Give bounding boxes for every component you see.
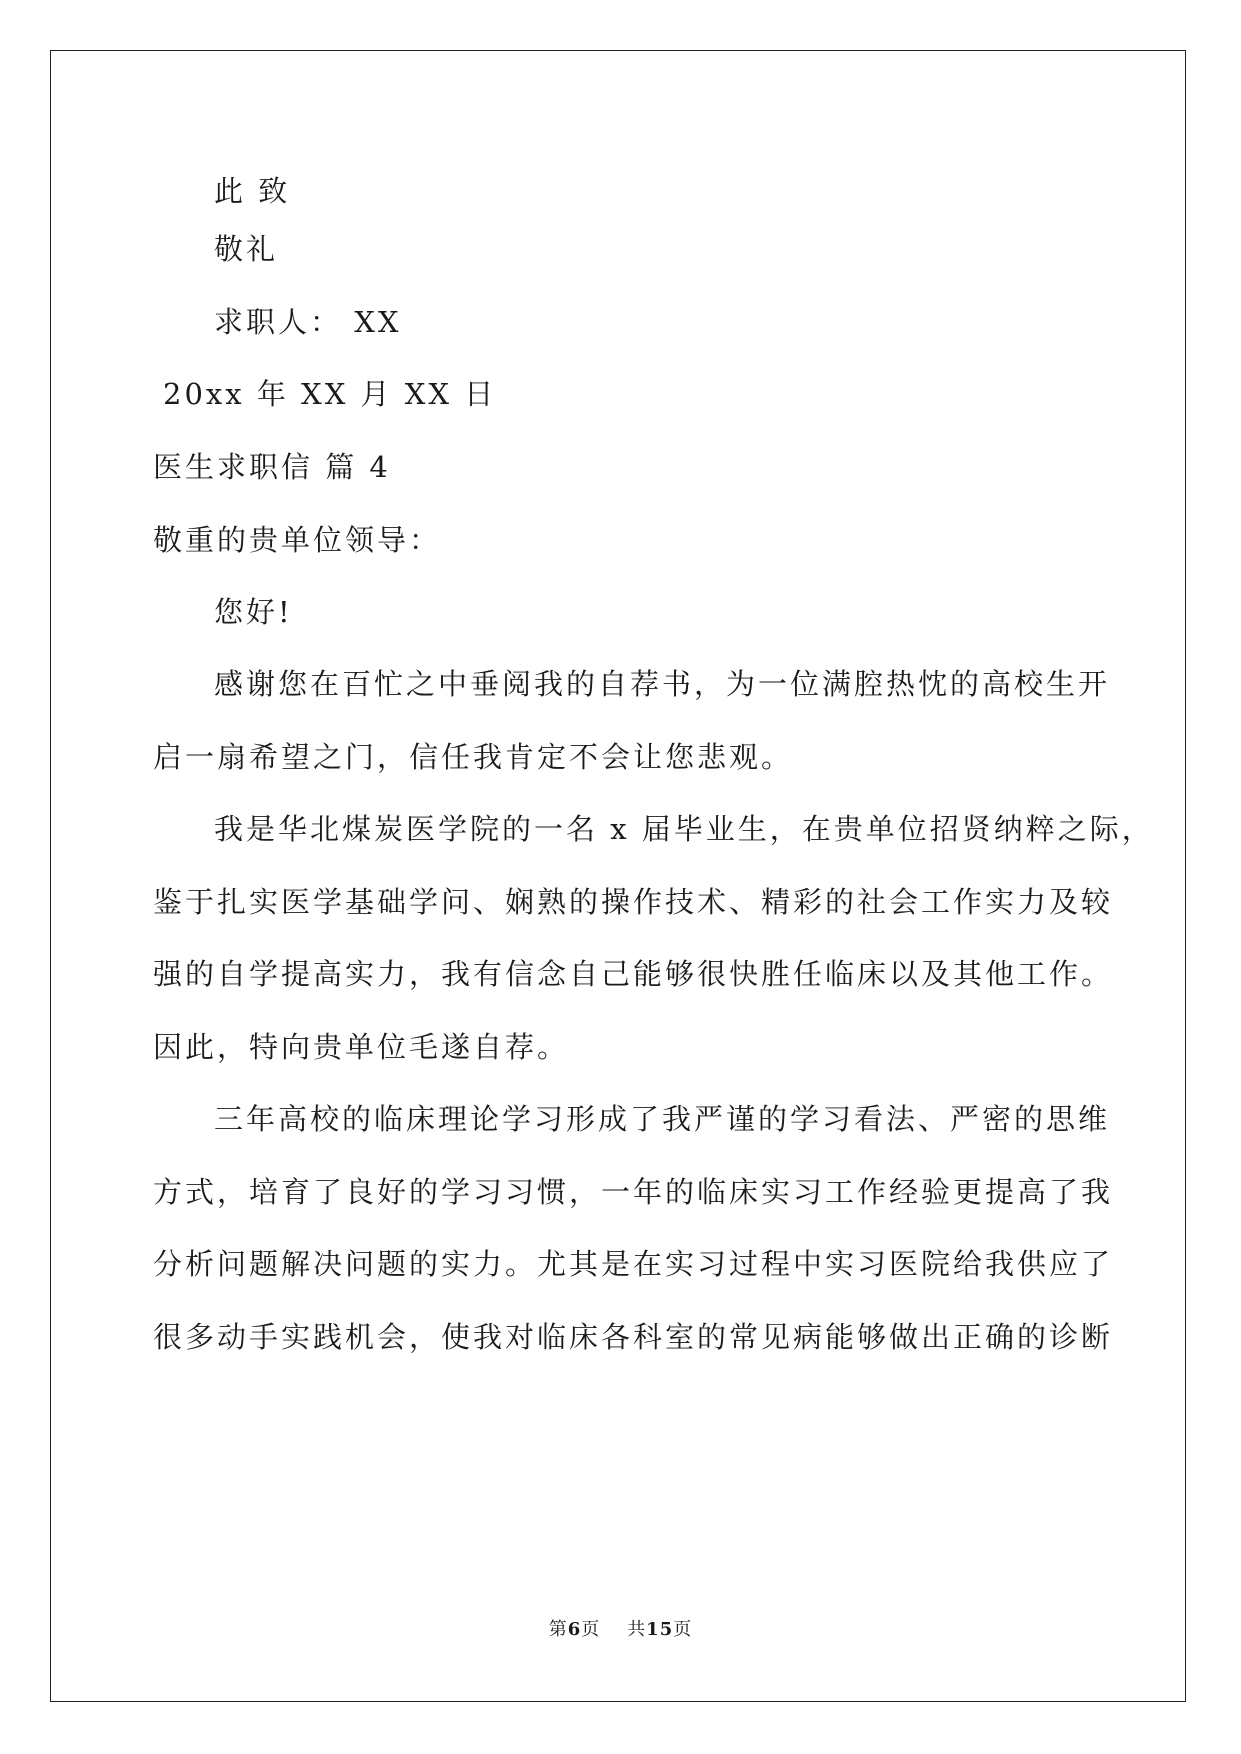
section-title: 医生求职信 篇 4 — [153, 450, 391, 484]
page-border — [50, 50, 1186, 1702]
letter-date: 20xx 年 XX 月 XX 日 — [163, 377, 497, 411]
paragraph-line: 分析问题解决问题的实力。尤其是在实习过程中实习医院给我供应了 — [153, 1247, 1114, 1281]
addressee: 敬重的贵单位领导： — [153, 523, 442, 557]
applicant-signature: 求职人： XX — [214, 305, 402, 339]
paragraph-line: 感谢您在百忙之中垂阅我的自荐书，为一位满腔热忱的高校生开 — [214, 667, 1111, 701]
paragraph-line: 因此，特向贵单位毛遂自荐。 — [153, 1030, 570, 1064]
paragraph-line: 三年高校的临床理论学习形成了我严谨的学习看法、严密的思维 — [214, 1102, 1111, 1136]
paragraph-line: 启一扇希望之门，信任我肯定不会让您悲观。 — [153, 740, 794, 774]
paragraph-line: 鉴于扎实医学基础学问、娴熟的操作技术、精彩的社会工作实力及较 — [153, 885, 1114, 919]
paragraph-line: 我是华北煤炭医学院的一名 x 届毕业生，在贵单位招贤纳粹之际， — [214, 812, 1154, 846]
footer-middle: 页 共 — [581, 1619, 647, 1640]
closing-salutation: 此 致 — [214, 174, 291, 208]
page-footer — [0, 1618, 1241, 1642]
closing-regards: 敬礼 — [214, 232, 279, 266]
footer-prefix: 第 — [548, 1619, 568, 1640]
greeting: 您好! — [214, 595, 293, 629]
total-pages-number: 15 — [646, 1619, 674, 1640]
paragraph-line: 很多动手实践机会，使我对临床各科室的常见病能够做出正确的诊断 — [153, 1320, 1114, 1354]
footer-suffix: 页 — [673, 1619, 693, 1640]
current-page-number: 6 — [567, 1619, 582, 1640]
paragraph-line: 方式，培育了良好的学习习惯，一年的临床实习工作经验更提高了我 — [153, 1175, 1114, 1209]
paragraph-line: 强的自学提高实力，我有信念自己能够很快胜任临床以及其他工作。 — [153, 957, 1114, 991]
